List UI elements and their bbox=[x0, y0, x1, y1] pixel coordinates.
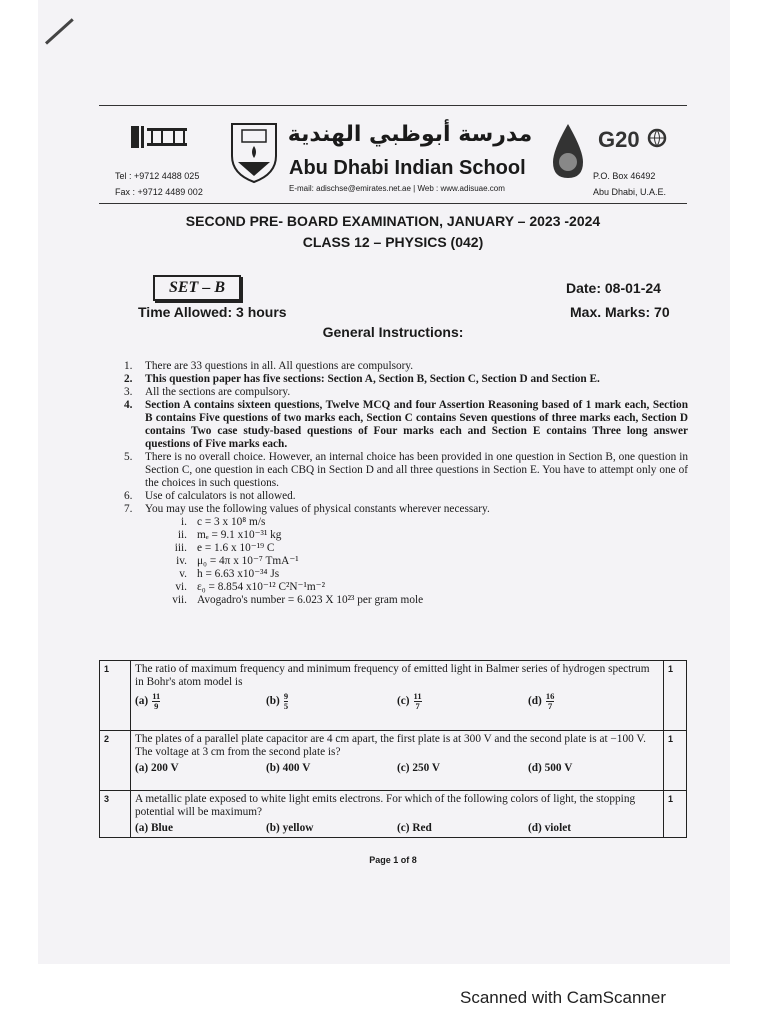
option-b: (b) yellow bbox=[266, 822, 314, 834]
instruction-text: You may use the following values of physical constants wherever necessary. bbox=[145, 503, 490, 515]
option-d bbox=[528, 692, 659, 711]
instruction-item bbox=[124, 490, 688, 503]
constant-numeral: vii. bbox=[172, 594, 187, 606]
school-crest-icon bbox=[230, 122, 278, 184]
question-number: 1 bbox=[100, 661, 131, 731]
option-c: (c) 250 V bbox=[397, 762, 441, 774]
fraction bbox=[152, 692, 160, 711]
options bbox=[135, 692, 659, 711]
school-name-arabic: مدرسة أبوظبي الهندية bbox=[287, 122, 533, 147]
option-label: (c) bbox=[397, 695, 410, 707]
option-b bbox=[266, 692, 397, 711]
instruction-text: There is no overall choice. However, an internal choice has been provided in one question in Section B, one question in Section C, one question in each CBQ in Section D and all three questions in Section E. You have to attempt only one of the choices in such questions. bbox=[145, 451, 688, 489]
school-email-web: E-mail: adischse@emirates.net.ae | Web : www.adisuae.com bbox=[289, 184, 505, 193]
instruction-item bbox=[124, 373, 688, 386]
globe-icon bbox=[645, 128, 669, 148]
option-a bbox=[135, 692, 266, 711]
exam-title: SECOND PRE- BOARD EXAMINATION, JANUARY – 2023 -2024 bbox=[185, 213, 601, 229]
instruction-number: 2. bbox=[124, 373, 133, 385]
numerator: 11 bbox=[152, 691, 161, 701]
instruction-text: Use of calculators is not allowed. bbox=[145, 490, 296, 502]
constant-item bbox=[145, 555, 688, 568]
school-address bbox=[593, 168, 666, 200]
option-label: (a) bbox=[135, 695, 149, 707]
constant-numeral: iii. bbox=[174, 542, 187, 554]
constant-numeral: i. bbox=[181, 516, 187, 528]
question-row bbox=[100, 791, 687, 838]
question-body bbox=[131, 731, 664, 791]
set-label: SET – B bbox=[153, 275, 241, 301]
instruction-number: 5. bbox=[124, 451, 133, 463]
options bbox=[135, 762, 659, 775]
header-divider bbox=[99, 203, 687, 204]
denominator: 7 bbox=[415, 701, 420, 711]
instruction-number: 1. bbox=[124, 360, 133, 372]
constant-numeral: vi. bbox=[175, 581, 187, 593]
instruction-number: 7. bbox=[124, 503, 133, 515]
contact-phone bbox=[115, 168, 203, 200]
instructions-heading: General Instructions: bbox=[322, 324, 464, 340]
fax-text: Fax : +9712 4489 002 bbox=[115, 187, 203, 197]
constant-item bbox=[145, 581, 688, 594]
question-marks: 1 bbox=[664, 661, 687, 731]
instruction-number: 3. bbox=[124, 386, 133, 398]
class-title: CLASS 12 – PHYSICS (042) bbox=[302, 234, 484, 250]
constants-list bbox=[145, 516, 688, 607]
po-box: P.O. Box 46492 bbox=[593, 171, 656, 181]
option-c bbox=[397, 692, 528, 711]
option-a: (a) 200 V bbox=[135, 762, 179, 774]
question-row bbox=[100, 731, 687, 791]
numerator: 11 bbox=[413, 691, 422, 701]
instructions-list bbox=[124, 360, 688, 607]
constant-value: Avogadro's number = 6.023 X 10²³ per gram mole bbox=[197, 594, 424, 606]
constant-value: c = 3 x 10⁸ m/s bbox=[197, 516, 266, 528]
instruction-text: There are 33 questions in all. All questions are compulsory. bbox=[145, 360, 414, 372]
questions-table bbox=[99, 660, 687, 838]
max-marks: Max. Marks: 70 bbox=[570, 304, 670, 320]
constant-value: mₑ = 9.1 x10⁻³¹ kg bbox=[197, 529, 282, 541]
constant-item bbox=[145, 542, 688, 555]
constant-item bbox=[145, 516, 688, 529]
option-d: (d) 500 V bbox=[528, 762, 573, 774]
constant-value: e = 1.6 x 10⁻¹⁹ C bbox=[197, 542, 275, 554]
question-body bbox=[131, 661, 664, 731]
numerator: 9 bbox=[283, 691, 289, 701]
barcode-icon bbox=[131, 126, 191, 148]
question-text: A metallic plate exposed to white light emits electrons. For which of the following colors of light, the stopping potential will be maximum? bbox=[135, 793, 636, 818]
instruction-number: 6. bbox=[124, 490, 133, 502]
denominator: 5 bbox=[283, 701, 289, 711]
question-marks: 1 bbox=[664, 791, 687, 838]
instruction-item bbox=[124, 399, 688, 451]
question-number: 3 bbox=[100, 791, 131, 838]
instruction-item bbox=[124, 503, 688, 516]
question-body bbox=[131, 791, 664, 838]
question-number: 2 bbox=[100, 731, 131, 791]
fraction bbox=[546, 692, 555, 711]
constant-item bbox=[145, 594, 688, 607]
constant-numeral: iv. bbox=[176, 555, 187, 567]
instruction-text: Section A contains sixteen questions, Twelve MCQ and four Assertion Reasoning based of 1 mark each, Section B contains Five questions of two marks each, Section C contains Seven questions of three marks each, Section D contains Two case study-based questions of Four marks each and Section E contains Three long answer questions of Five marks each. bbox=[145, 399, 688, 450]
question-row bbox=[100, 661, 687, 731]
option-c: (c) Red bbox=[397, 822, 432, 834]
question-text: The plates of a parallel plate capacitor are 4 cm apart, the first plate is at 300 V and the second plate is at −100 V. The voltage at 3 cm from the second plate is? bbox=[135, 733, 646, 758]
constant-value: ε₀ = 8.854 x10⁻¹² C²N⁻¹m⁻² bbox=[197, 581, 326, 593]
tel-text: Tel : +9712 4488 025 bbox=[115, 171, 200, 181]
constant-item bbox=[145, 529, 688, 542]
constant-numeral: ii. bbox=[177, 529, 187, 541]
constant-value: μ₀ = 4π x 10⁻⁷ TmA⁻¹ bbox=[197, 555, 299, 567]
numerator: 16 bbox=[545, 691, 555, 701]
option-d: (d) violet bbox=[528, 822, 571, 834]
constant-item bbox=[145, 568, 688, 581]
school-name: Abu Dhabi Indian School bbox=[289, 157, 526, 179]
scanner-watermark: Scanned with CamScanner bbox=[460, 988, 667, 1007]
option-label: (b) bbox=[266, 695, 280, 707]
constant-value: h = 6.63 x10⁻³⁴ Js bbox=[197, 568, 280, 580]
page-number: Page 1 of 8 bbox=[369, 855, 417, 865]
fraction bbox=[414, 692, 422, 711]
drop-logo-icon bbox=[549, 122, 587, 180]
options bbox=[135, 822, 659, 835]
denominator: 9 bbox=[154, 701, 159, 711]
exam-date: Date: 08-01-24 bbox=[566, 280, 661, 296]
question-text: The ratio of maximum frequency and minimum frequency of emitted light in Balmer series of hydrogen spectrum in Bohr's atom model is bbox=[135, 663, 650, 688]
time-allowed: Time Allowed: 3 hours bbox=[138, 304, 287, 320]
instruction-text: This question paper has five sections: Section A, Section B, Section C, Section D and Section E. bbox=[145, 373, 600, 385]
option-a: (a) Blue bbox=[135, 822, 173, 834]
instruction-number: 4. bbox=[124, 399, 133, 411]
question-marks: 1 bbox=[664, 731, 687, 791]
fraction bbox=[284, 692, 288, 711]
option-label: (d) bbox=[528, 695, 542, 707]
instruction-item bbox=[124, 360, 688, 373]
instruction-text: All the sections are compulsory. bbox=[145, 386, 291, 398]
option-b: (b) 400 V bbox=[266, 762, 311, 774]
g20-logo: G20 bbox=[598, 127, 640, 152]
constant-numeral: v. bbox=[179, 568, 187, 580]
city: Abu Dhabi, U.A.E. bbox=[593, 187, 667, 197]
instruction-item bbox=[124, 386, 688, 399]
instruction-item bbox=[124, 451, 688, 490]
denominator: 7 bbox=[547, 701, 553, 711]
